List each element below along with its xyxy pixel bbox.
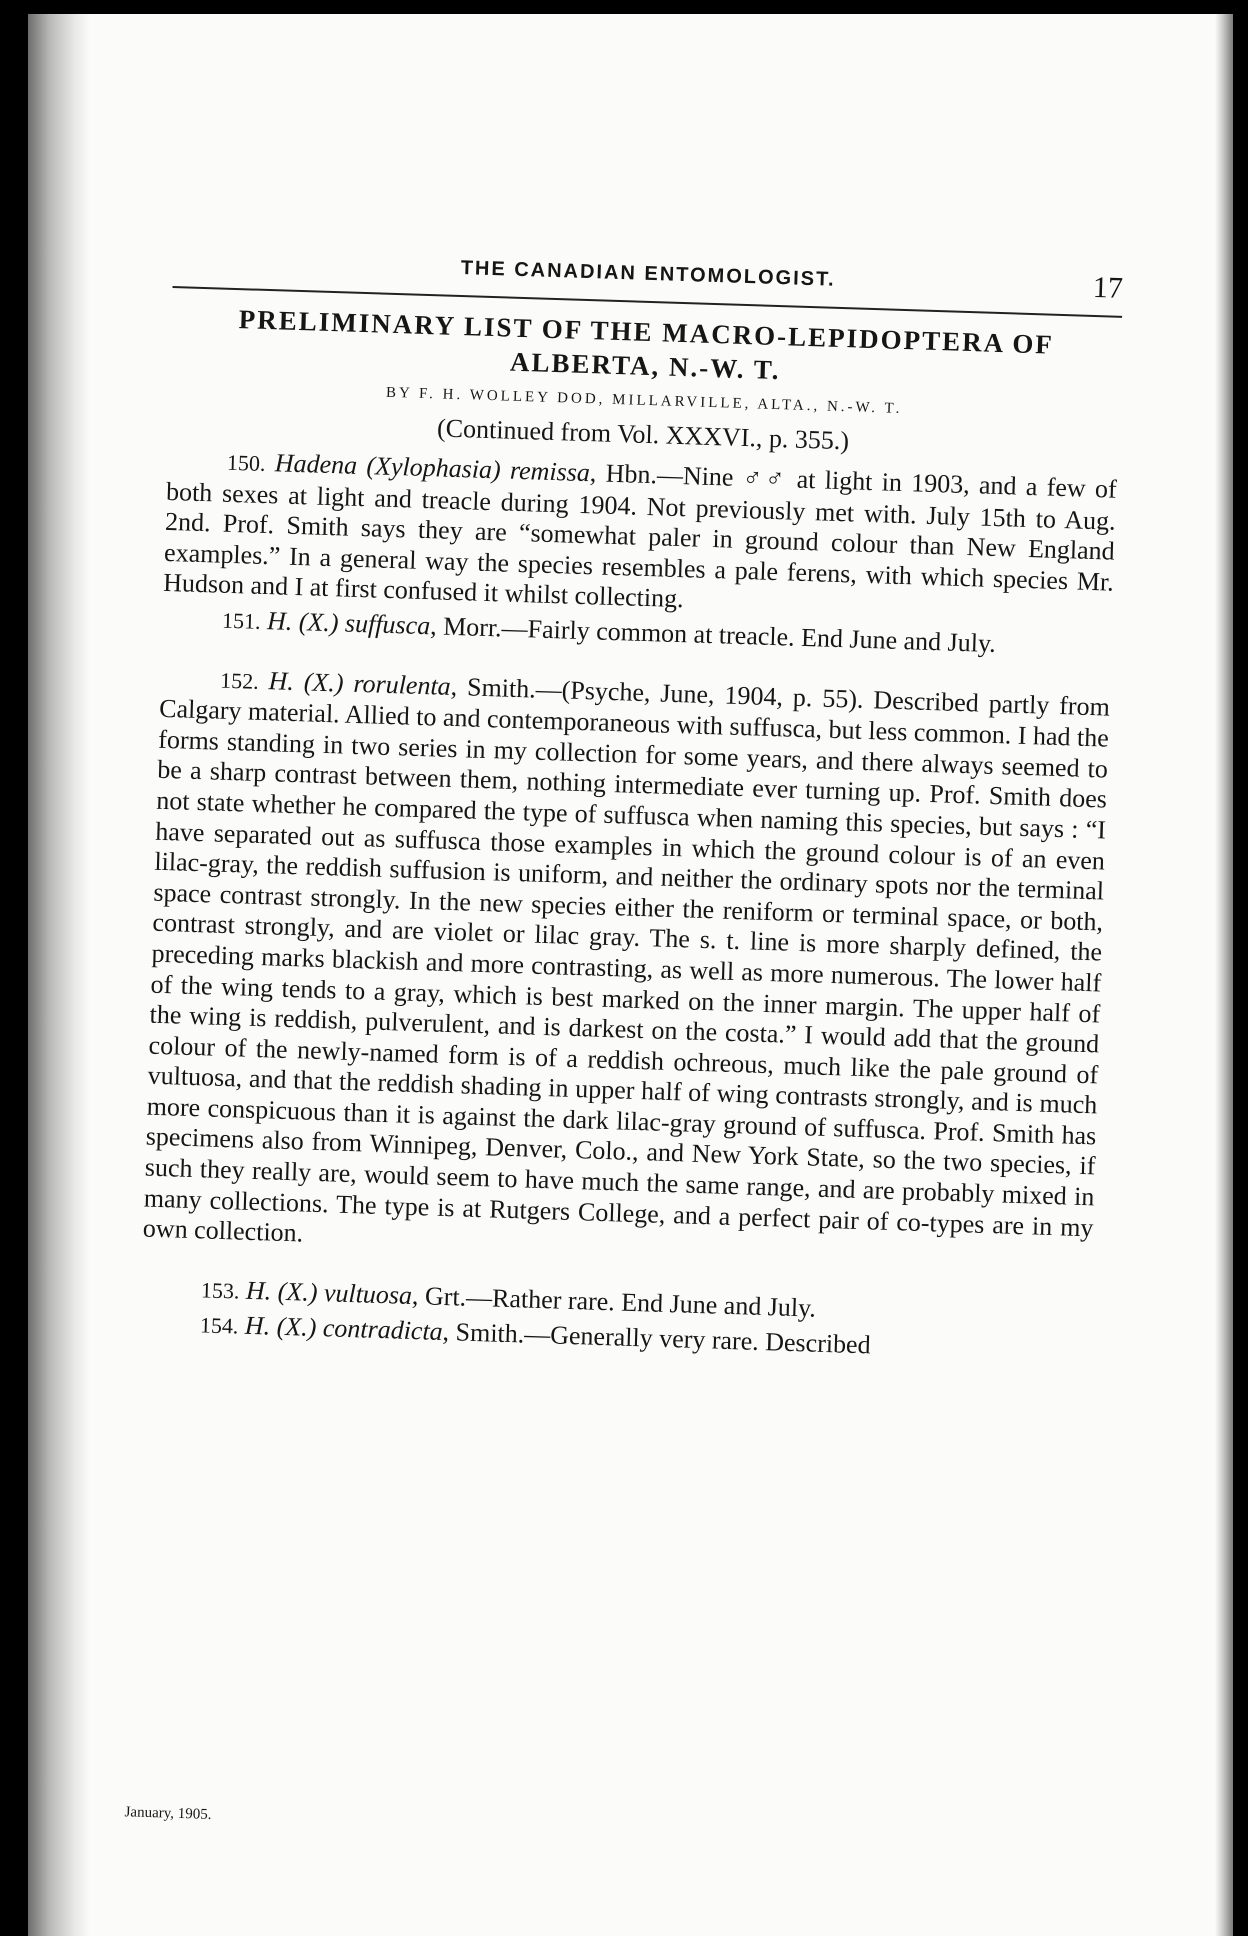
entry-text: , Grt.—Rather rare. End June and July. [411, 1280, 817, 1323]
entry-text: , Smith.—(Psyche, June, 1904, p. 55). Described partly from Calgary material. Allied to and contemporaneous with suffusca, but less common. I had the forms standing in two series in my collection for some years, and there always seemed to be a sharp contrast between them, nothing intermediate ever turning up. Prof. Smith does not state whether he compared the type of suffusca when naming this species, but says : “I have separated out as suffusca those examples in which the ground colour is of an even lilac-gray, the reddish suffusion is uniform, and neither the ordinary spots nor the terminal space contrast strongly. In the new species either the reniform or terminal space, or both, contrast strongly, and are violet or lilac gray. The s. t. line is more sharply defined, the preceding marks blackish and more contrasting, as well as more numerous. The lower half of the wing tends to a gray, which is best marked on the inner margin. The upper half of the wing is reddish, pulverulent, and is darkest on the costa.” I would add that the ground colour of the newly-named form is of a reddish ochreous, much like the pale ground of vultuosa, and that the reddish shading in upper half of wing contrasts strongly, and is much more conspicuous than it is against the dark lilac-gray ground of suffusca. Prof. Smith has specimens also from Winnipeg, Denver, Colo., and New York State, so the two species, if such they really are, would seem to have much the same range, and are probably mixed in many collections. The type is at Rutgers College, and a perfect pair of co-types are in my own collection. [142, 671, 1111, 1248]
page-number: 17 [1092, 270, 1124, 305]
species-entry-150 [163, 445, 1117, 629]
taxon-name: H. (X.) rorulenta [268, 665, 452, 701]
book-page [28, 14, 1233, 1936]
entry-number: 154. [199, 1312, 239, 1339]
continuation-note: (Continued from Vol. XXXVI., p. 355.) [436, 413, 850, 456]
taxon-name: H. (X.) contradicta [244, 1311, 444, 1347]
taxon-name: H. (X.) vultuosa [245, 1275, 413, 1310]
entry-number: 152. [219, 667, 260, 694]
taxon-name: H. (X.) suffusca [266, 606, 431, 641]
issue-date: January, 1905. [124, 1804, 212, 1823]
taxon-name: Hadena (Xylophasia) remissa [274, 448, 591, 488]
entry-text: , Morr.—Fairly common at treacle. End June and July. [429, 611, 997, 658]
entry-number: 151. [221, 607, 261, 634]
entry-number: 150. [226, 449, 266, 476]
entry-text: , Hbn.—Nine ♂♂ at light in 1903, and a few of both sexes at light and treacle during 1904. Not previously met with. July 15th to Aug. 2nd. Prof. Smith says they are “somewhat paler in ground colour than New England examples.” In a general way the species resembles a pale ferens, with which species Mr. Hudson and I at first confused it whilst collecting. [162, 458, 1118, 614]
page-content [124, 240, 1124, 1823]
binding-shadow-left [28, 14, 90, 1936]
entry-number: 153. [200, 1277, 240, 1304]
journal-title: THE CANADIAN ENTOMOLOGIST. [460, 257, 836, 291]
entry-text: , Smith.—Generally very rare. Described [442, 1317, 872, 1360]
article-title: PRELIMINARY LIST OF THE MACRO-LEPIDOPTERA OF ALBERTA, N.-W. T. [238, 304, 1055, 386]
species-entry-152 [142, 662, 1110, 1274]
page-edge-right [1215, 14, 1233, 1936]
byline: BY F. H. WOLLEY DOD, MILLARVILLE, ALTA., N.-W. T. [385, 384, 903, 417]
